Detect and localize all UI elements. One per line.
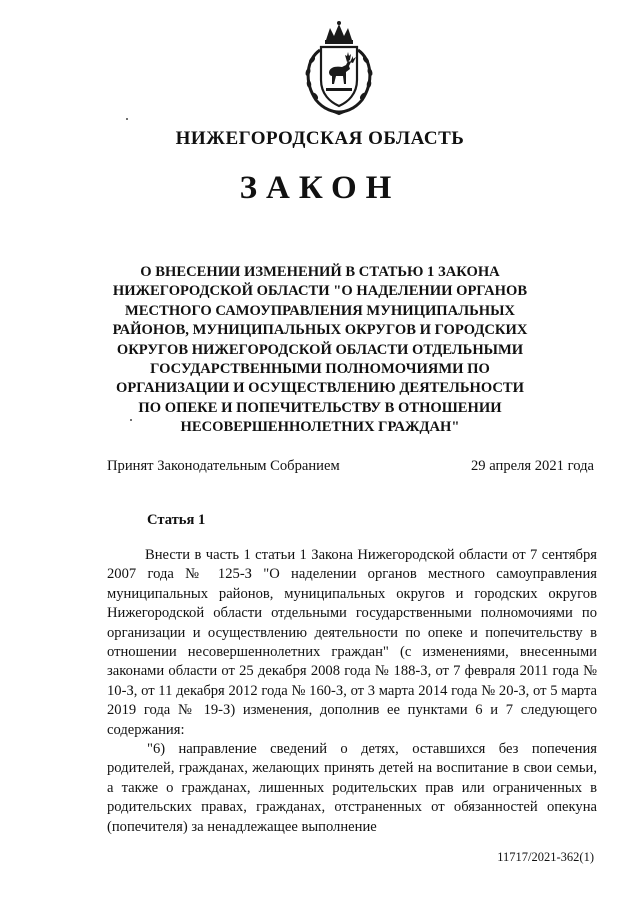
law-title: О ВНЕСЕНИИ ИЗМЕНЕНИЙ В СТАТЬЮ 1 ЗАКОНА НИЖЕГОРОДСКОЙ ОБЛАСТИ "О НАДЕЛЕНИИ ОРГАНОВ МЕСТНОГО САМОУПРАВЛЕНИЯ МУНИЦИПАЛЬНЫХ РАЙОНОВ, МУНИЦИПАЛЬНЫХ ОКРУГОВ И ГОРОДСКИХ ОКРУГОВ НИЖЕГОРОДСКОЙ ОБЛАСТИ ОТДЕЛЬНЫМИ ГОСУДАРСТВЕННЫМИ ПОЛНОМОЧИЯМИ ПО ОРГАНИЗАЦИИ И ОСУЩЕСТВЛЕНИЮ ДЕЯТЕЛЬНОСТИ ПО ОПЕКЕ И ПОПЕЧИТЕЛЬСТВУ В ОТНОШЕНИИ НЕСОВЕРШЕННОЛЕТНИХ ГРАЖДАН" [112,264,528,436]
adoption-line [107,458,594,475]
coat-of-arms-icon [296,20,382,116]
body-paragraph: "6) направление сведений о детях, оставшихся без попечения родителей, гражданах, желающих принять детей на воспитание в свои семьи, а также о гражданах, лишенных родительских прав или ограниченных в родительских правах, гражданах, отстраненных от обязанностей опекуна (попечителя) за ненадлежащее выполнение [107,741,597,835]
article-heading: Статья 1 [147,512,206,528]
body-paragraph: Внести в часть 1 статьи 1 Закона Нижегородской области от 7 сентября 2007 года № 125-З "О наделении органов местного самоуправления муниципальных районов, муниципальных округов и городских округов Нижегородской области отдельными государственными полномочиями по организации и осуществлению деятельности по опеке и попечительству в отношении несовершеннолетних граждан" (с изменениями, внесенными законами области от 25 декабря 2008 года № 188-З, от 7 февраля 2011 года № 10-З, от 11 декабря 2012 года № 160-З, от 3 марта 2014 года № 20-З, от 5 марта 2019 года № 19-З) изменения, дополнив ее пунктами 6 и 7 следующего содержания: [107,547,597,738]
adopted-by: Принят Законодательным Собранием [107,458,340,474]
document-type: ЗАКОН [239,170,401,206]
scan-speck [126,118,128,120]
document-number: 11717/2021-362(1) [497,850,594,864]
adoption-date: 29 апреля 2021 года [471,458,594,474]
article-body [107,546,597,837]
region-name: НИЖЕГОРОДСКАЯ ОБЛАСТЬ [175,128,465,149]
